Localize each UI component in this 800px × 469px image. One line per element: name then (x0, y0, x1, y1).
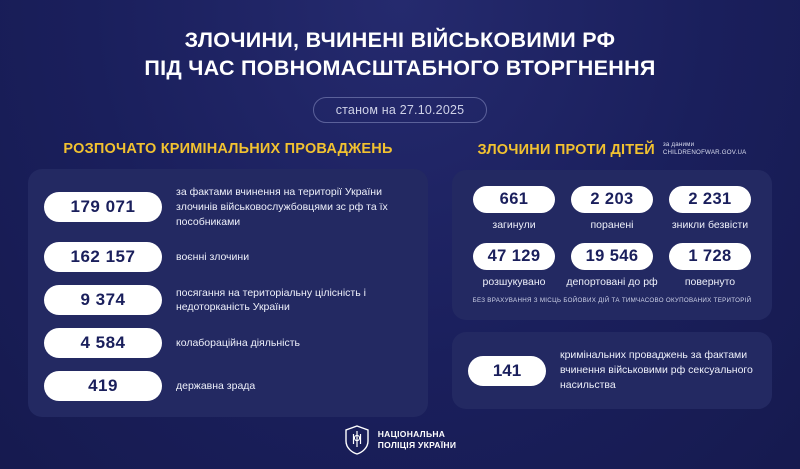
left-column (28, 141, 428, 418)
right-section-heading (452, 141, 772, 159)
children-crimes-panel (452, 170, 772, 320)
footer-line-1: НАЦІОНАЛЬНА (377, 428, 446, 439)
stat-value: 2 203 (571, 186, 653, 213)
stat-value: 2 231 (669, 186, 751, 213)
title-line-2: ПІД ЧАС ПОВНОМАСШТАБНОГО ВТОРГНЕННЯ (144, 56, 656, 81)
stat-value: 179 071 (44, 192, 162, 222)
stat-label: державна зрада (176, 380, 256, 393)
stat-label: розшукувано (482, 276, 546, 289)
stat-value: 1 728 (669, 243, 751, 270)
stat-value: 19 546 (571, 243, 653, 270)
left-heading-text: РОЗПОЧАТО КРИМІНАЛЬНИХ ПРОВАДЖЕНЬ (63, 140, 393, 157)
stat-value: 162 157 (44, 242, 162, 272)
stat-value: 419 (44, 371, 162, 401)
stat-label: за фактами вчинення на території України злочинів військовослужбовцями зс рф та їх пособниками (176, 185, 388, 228)
table-row (44, 185, 412, 230)
columns-container (0, 123, 800, 418)
stat-cell (473, 186, 555, 231)
date-badge: станом на 27.10.2025 (313, 97, 488, 123)
criminal-cases-panel (28, 169, 428, 418)
source-line-1: за даними (662, 140, 695, 148)
right-heading-text: ЗЛОЧИНИ ПРОТИ ДІТЕЙ (477, 142, 655, 159)
stat-cell (669, 186, 751, 231)
table-row (44, 328, 412, 358)
stat-label: колабораційна діяльність (176, 337, 300, 350)
stat-label: воєнні злочини (176, 251, 250, 264)
stat-label: загинули (492, 219, 536, 232)
stat-value: 141 (468, 356, 546, 386)
stat-cell (566, 243, 657, 288)
children-stats-grid-2 (468, 243, 756, 288)
sexual-violence-panel (452, 332, 772, 409)
stat-cell (473, 243, 555, 288)
title-line-1: ЗЛОЧИНИ, ВЧИНЕНІ ВІЙСЬКОВИМИ РФ (184, 28, 616, 52)
table-row (44, 285, 412, 315)
table-row (44, 371, 412, 401)
table-row (44, 242, 412, 272)
police-emblem-icon (344, 425, 370, 455)
stat-label: зникли безвісти (671, 219, 749, 232)
stat-value: 47 129 (473, 243, 555, 270)
stat-value: 9 374 (44, 285, 162, 315)
footer (0, 425, 800, 455)
left-section-heading (28, 141, 428, 157)
right-column (452, 141, 772, 418)
stat-label: поранені (590, 219, 634, 232)
children-stats-grid (468, 186, 756, 231)
stat-label: кримінальних проваджень за фактами вчинення військовими рф сексуального насильства (560, 349, 753, 392)
stat-value: 661 (473, 186, 555, 213)
source-note (663, 141, 747, 159)
footer-text (378, 429, 457, 452)
stat-value: 4 584 (44, 328, 162, 358)
stat-cell (669, 243, 751, 288)
children-stats-footnote: БЕЗ ВРАХУВАННЯ З МІСЦЬ БОЙОВИХ ДІЙ ТА ТИМЧАСОВО ОКУПОВАНИХ ТЕРИТОРІЙ (472, 297, 752, 305)
page-title (0, 0, 800, 83)
stat-label: депортовані до рф (566, 276, 658, 289)
stat-label: посягання на територіальну цілісність і недоторканість України (176, 286, 366, 314)
footer-line-2: ПОЛІЦІЯ УКРАЇНИ (377, 440, 457, 450)
stat-cell (571, 186, 653, 231)
source-line-2: CHILDRENOFWAR.GOV.UA (662, 148, 747, 156)
stat-label: повернуто (684, 276, 736, 289)
